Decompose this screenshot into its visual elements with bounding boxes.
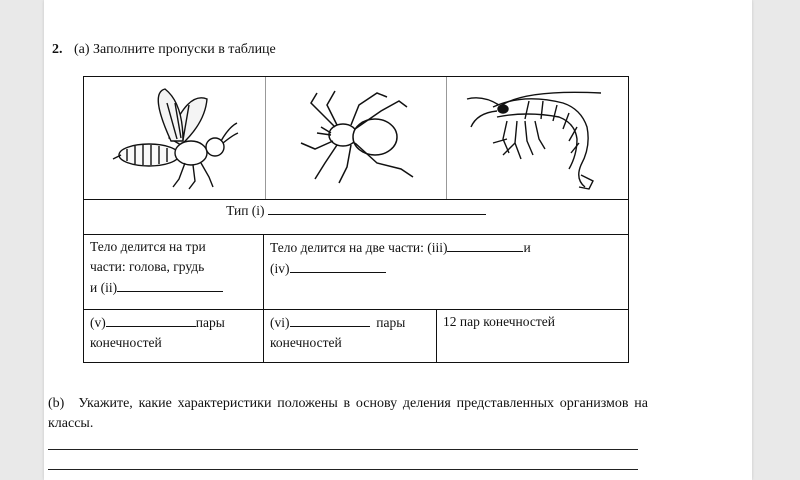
type-label: Тип (i)	[226, 203, 265, 218]
answer-line-2[interactable]	[48, 469, 638, 470]
limbs-v-line2: конечностей	[90, 335, 162, 350]
answer-blank-vi[interactable]	[290, 312, 370, 327]
part-b-text: Укажите, какие характеристики положены в основу деления представленных организмов на классы.	[48, 396, 648, 431]
two-parts-conj: и	[523, 240, 531, 255]
answer-blank-iii[interactable]	[447, 237, 523, 252]
limbs-vi-label: (vi)	[270, 315, 290, 330]
part-b-question	[48, 394, 648, 434]
type-row	[84, 200, 629, 235]
two-parts-line1: Тело делится на две части: (iii)	[270, 240, 448, 255]
limbs-v-label: (v)	[90, 315, 106, 330]
classification-table	[83, 76, 629, 363]
insect-body-line2: части: голова, грудь	[90, 259, 205, 274]
two-parts-line2: (iv)	[270, 261, 290, 276]
shrimp-image-cell	[446, 77, 628, 199]
answer-line-1[interactable]	[48, 449, 638, 450]
limbs-v-after: пары	[195, 315, 225, 330]
part-b-label: (b)	[48, 396, 65, 411]
fly-icon	[109, 83, 239, 193]
type-answer-blank[interactable]	[268, 200, 486, 215]
part-a-text: Заполните пропуски в таблице	[93, 42, 276, 57]
question-number: 2.	[52, 42, 63, 57]
answer-blank-v[interactable]	[106, 312, 196, 327]
crustacean-limbs-text: 12 пар конечностей	[443, 314, 555, 329]
fly-image-cell	[84, 77, 265, 199]
limbs-row	[84, 310, 629, 363]
image-row	[84, 77, 629, 200]
question-header	[52, 42, 276, 58]
answer-blank-ii[interactable]	[117, 277, 223, 292]
body-parts-row	[84, 235, 629, 310]
shrimp-icon	[463, 83, 613, 193]
insect-body-line3: и (ii)	[90, 280, 118, 295]
spider-icon	[281, 83, 431, 193]
part-a-label: (a)	[74, 42, 90, 57]
limbs-vi-line2: конечностей	[270, 335, 342, 350]
spider-image-cell	[265, 77, 447, 199]
limbs-vi-after: пары	[376, 315, 406, 330]
insect-body-line1: Тело делится на три	[90, 239, 206, 254]
answer-blank-iv[interactable]	[290, 258, 386, 273]
